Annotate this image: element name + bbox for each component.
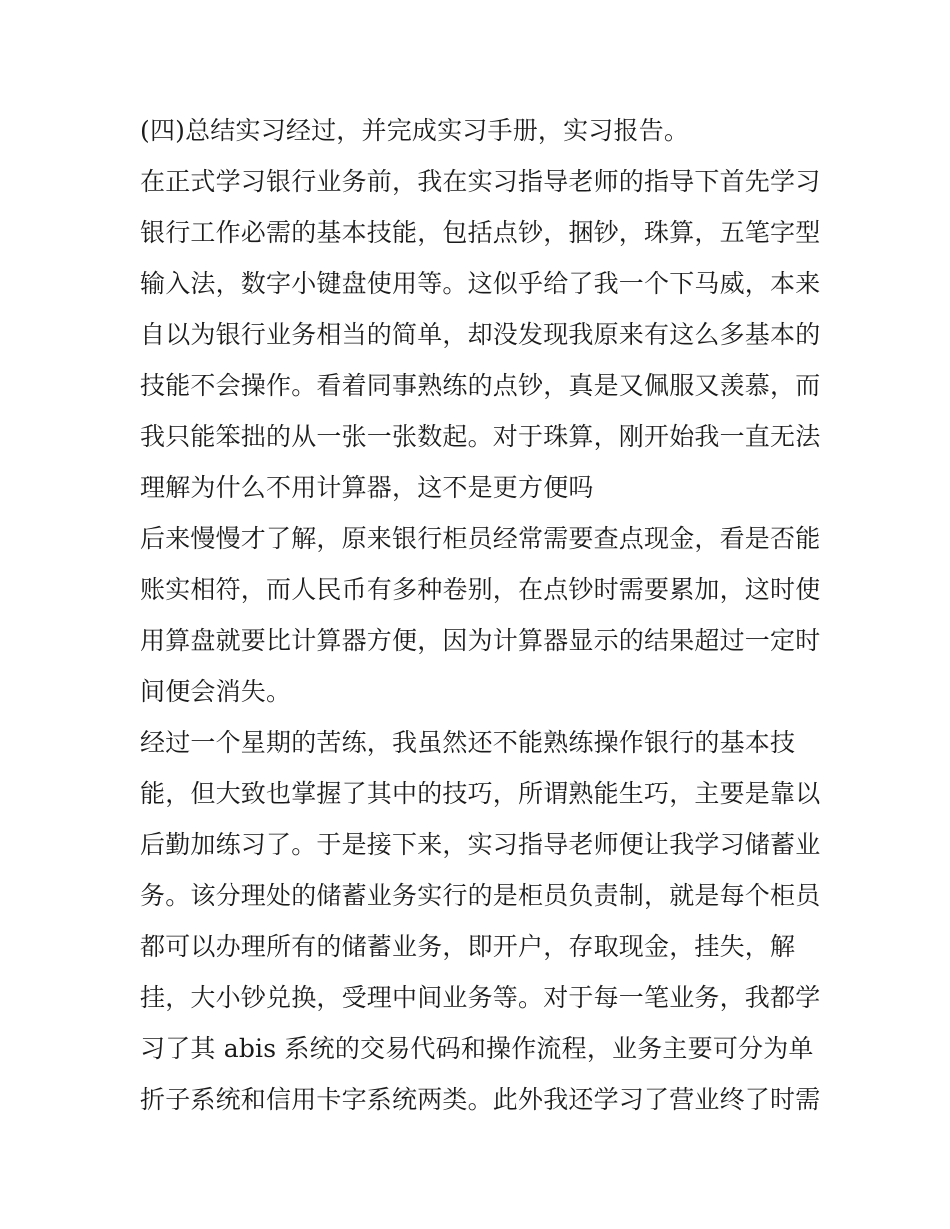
text-line: 后勤加练习了。于是接下来，实习指导老师便让我学习储蓄业: [140, 830, 821, 859]
text-line: 折子系统和信用卡字系统两类。此外我还学习了营业终了时需: [140, 1085, 821, 1114]
text-line: 银行工作必需的基本技能，包括点钞，捆钞，珠算，五笔字型: [140, 218, 821, 247]
text-line: 在正式学习银行业务前，我在实习指导老师的指导下首先学习: [140, 167, 821, 196]
text-line: 经过一个星期的苦练，我虽然还不能熟练操作银行的基本技: [140, 728, 796, 757]
text-line: 用算盘就要比计算器方便，因为计算器显示的结果超过一定时: [140, 626, 821, 655]
text-line: 都可以办理所有的储蓄业务，即开户，存取现金，挂失，解: [140, 932, 796, 961]
text-line: 习了其 abis 系统的交易代码和操作流程，业务主要可分为单: [140, 1034, 814, 1063]
text-line: 账实相符，而人民币有多种卷别，在点钞时需要累加，这时使: [140, 575, 821, 604]
text-line: 能，但大致也掌握了其中的技巧，所谓熟能生巧，主要是靠以: [140, 779, 821, 808]
text-line: 挂，大小钞兑换，受理中间业务等。对于每一笔业务，我都学: [140, 983, 821, 1012]
document-body: [140, 105, 821, 1125]
text-line: 我只能笨拙的从一张一张数起。对于珠算，刚开始我一直无法: [140, 422, 821, 451]
text-line: 后来慢慢才了解，原来银行柜员经常需要查点现金，看是否能: [140, 524, 821, 553]
text-line: 间便会消失。: [140, 677, 292, 706]
text-line: (四)总结实习经过，并完成实习手册，实习报告。: [140, 116, 690, 145]
text-line: 自以为银行业务相当的简单，却没发现我原来有这么多基本的: [140, 320, 821, 349]
text-line: 输入法，数字小键盘使用等。这似乎给了我一个下马威，本来: [140, 269, 821, 298]
text-line: 技能不会操作。看着同事熟练的点钞，真是又佩服又羡慕，而: [140, 371, 821, 400]
text-line: 理解为什么不用计算器，这不是更方便吗: [140, 473, 594, 502]
text-line: 务。该分理处的储蓄业务实行的是柜员负责制，就是每个柜员: [140, 881, 821, 910]
